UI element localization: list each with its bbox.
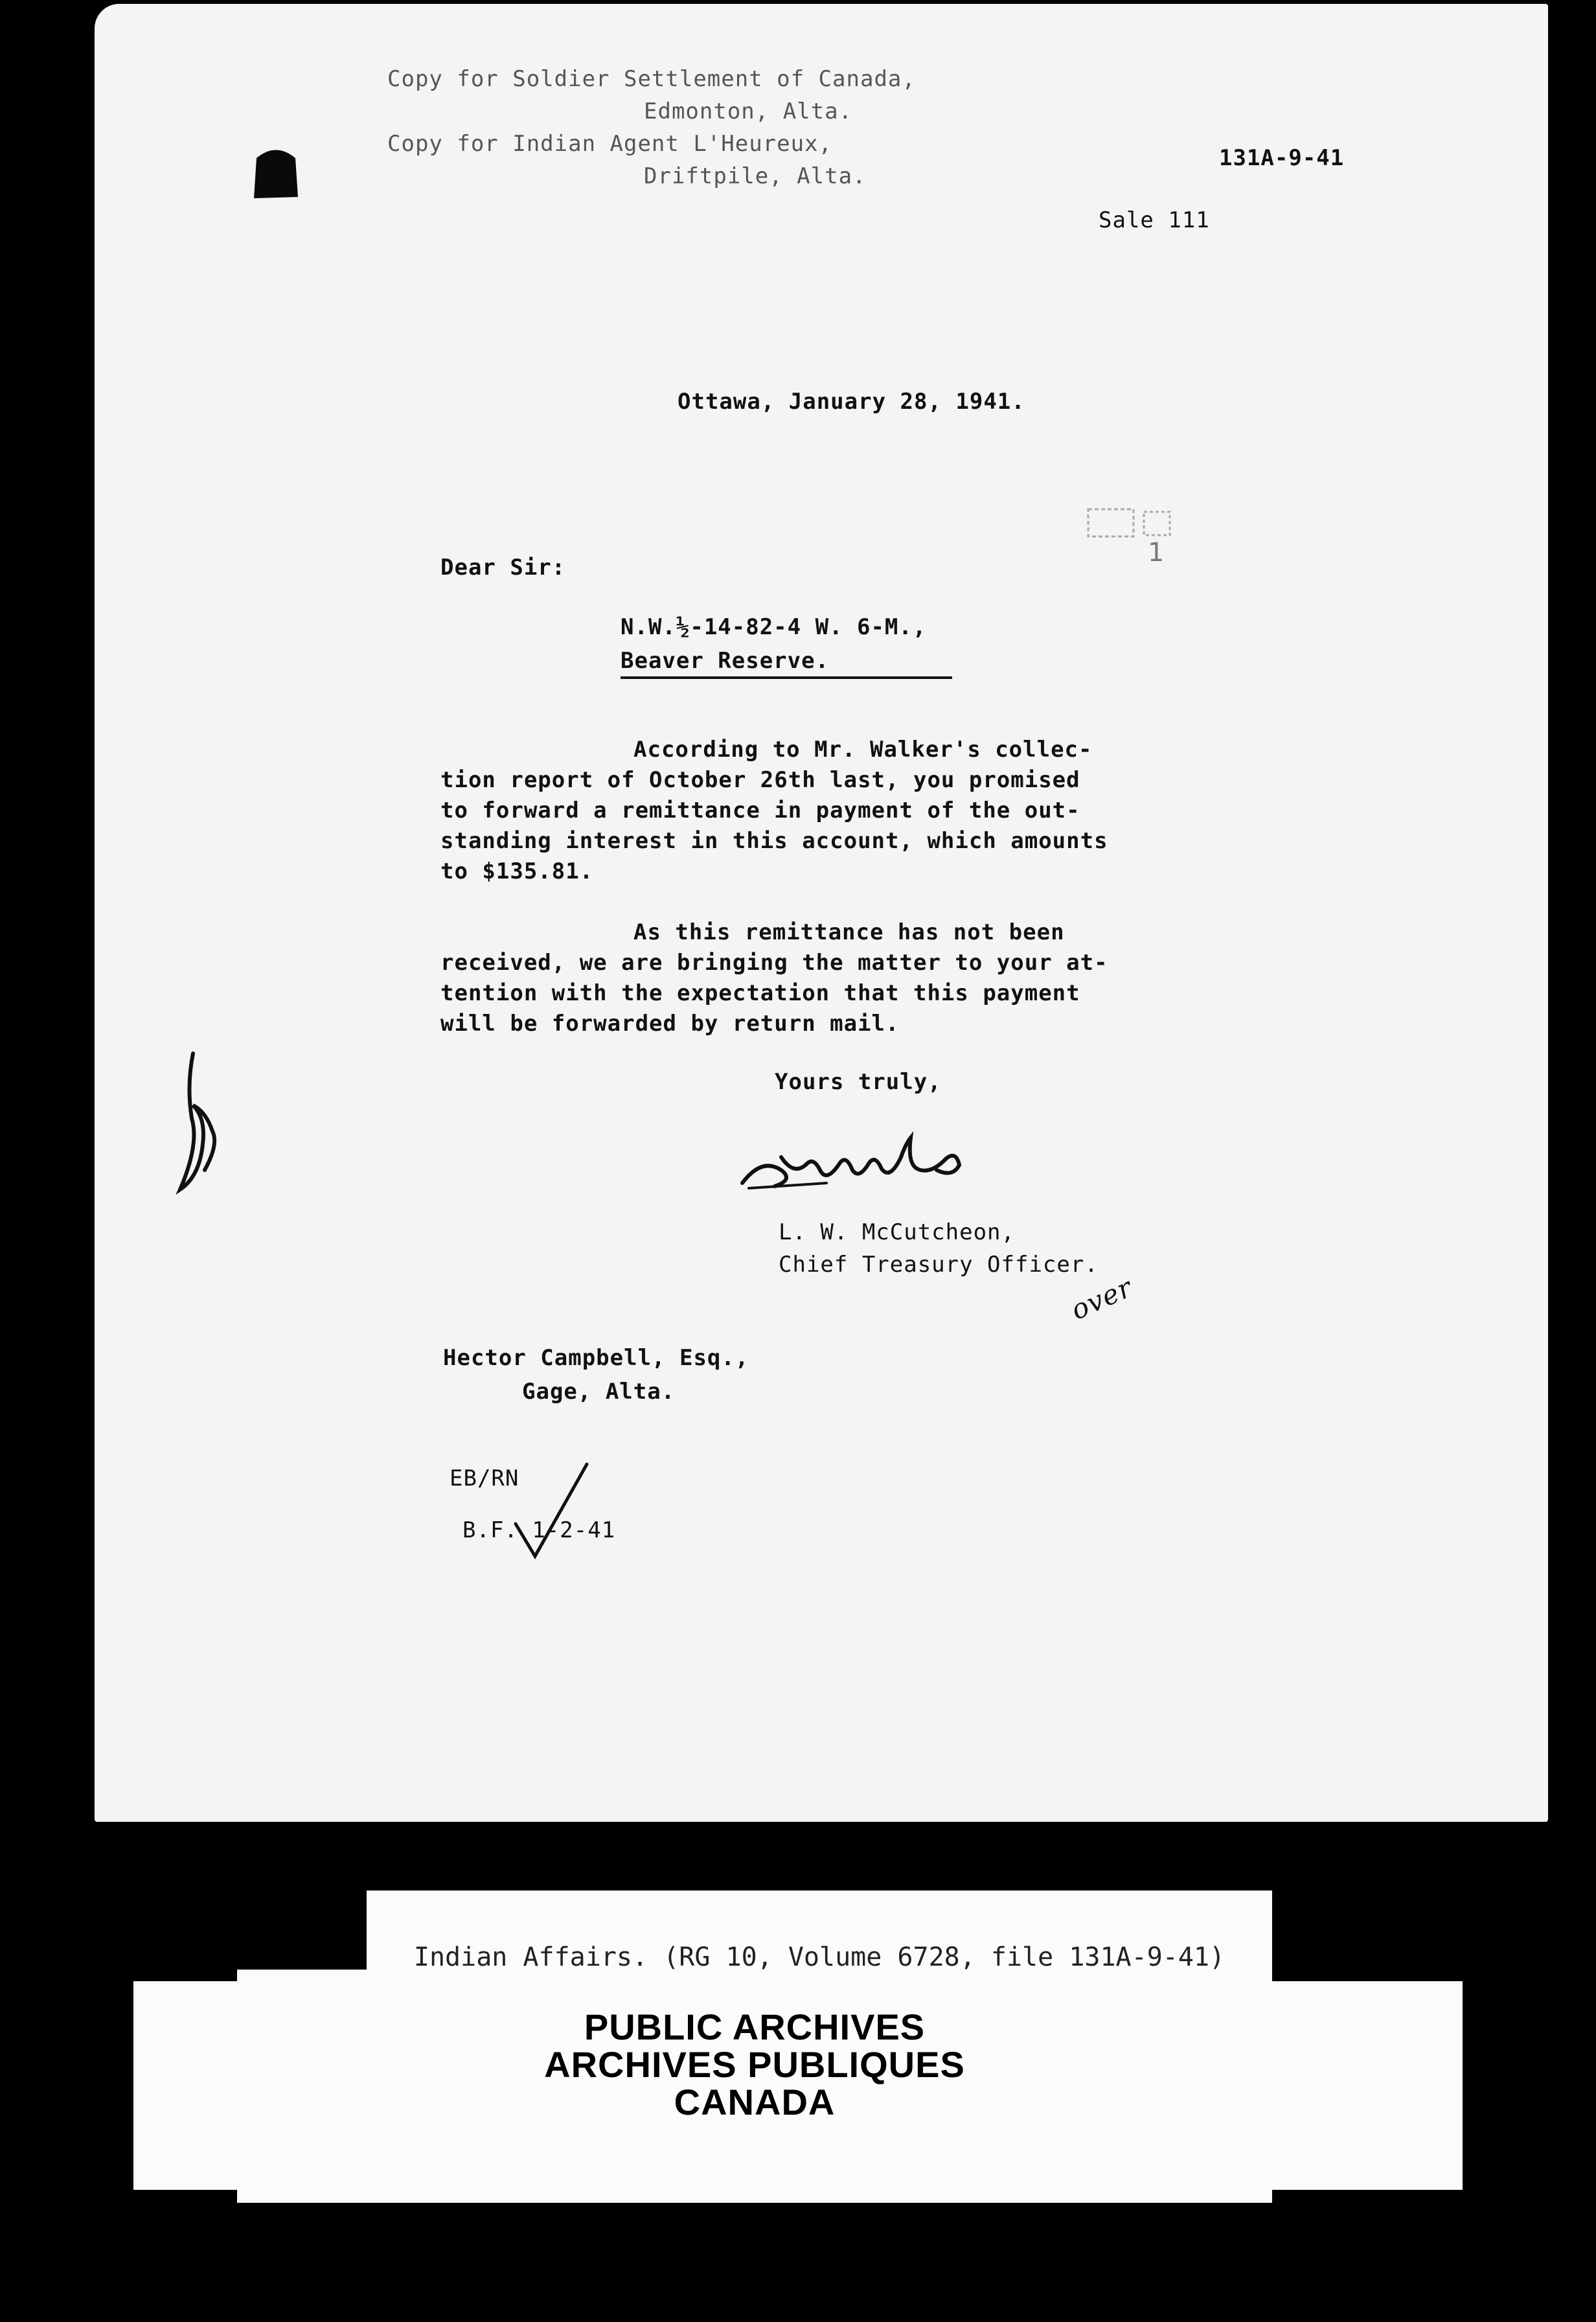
addressee-place: Gage, Alta. (522, 1379, 676, 1405)
letter-date: Ottawa, January 28, 1941. (678, 389, 1025, 415)
copy-line-1: Copy for Soldier Settlement of Canada, (387, 66, 916, 92)
paragraph-1-line-3: to forward a remittance in payment of the out- (440, 798, 1080, 823)
signer-title: Chief Treasury Officer. (779, 1252, 1099, 1278)
paragraph-2-line-3: tention with the expectation that this payment (440, 980, 1080, 1006)
sale-number: Sale 111 (1099, 207, 1210, 233)
copy-line-2: Edmonton, Alta. (644, 98, 853, 124)
paragraph-1-line-5: to $135.81. (440, 858, 594, 884)
letter-page (95, 4, 1548, 1822)
signer-name: L. W. McCutcheon, (779, 1219, 1015, 1245)
subject-line-1: N.W.½-14-82-4 W. 6-M., (621, 614, 927, 640)
archive-country: CANADA (674, 2082, 836, 2122)
archive-reference: Indian Affairs. (RG 10, Volume 6728, file 131A-9-41) (413, 1942, 1226, 1972)
paragraph-1-line-1: According to Mr. Walker's collec- (633, 737, 1093, 763)
paragraph-2-line-4: will be forwarded by return mail. (440, 1011, 900, 1037)
paragraph-2-line-1: As this remittance has not been (633, 919, 1065, 945)
subject-line-2: Beaver Reserve. (621, 648, 952, 679)
stamp-mark: 1 (1148, 538, 1165, 568)
paragraph-1-line-4: standing interest in this account, which amounts (440, 828, 1108, 854)
paragraph-1-line-2: tion report of October 26th last, you promised (440, 767, 1080, 793)
hole-punch-icon (250, 145, 302, 203)
received-stamp (1086, 505, 1209, 568)
archive-name-en: PUBLIC ARCHIVES (584, 2006, 926, 2047)
closing: Yours truly, (775, 1069, 942, 1095)
checkmark-stroke (509, 1459, 600, 1563)
addressee-name: Hector Campbell, Esq., (443, 1345, 749, 1371)
paragraph-2-line-2: received, we are bringing the matter to your at- (440, 950, 1108, 976)
salutation: Dear Sir: (440, 555, 566, 580)
archive-name-fr: ARCHIVES PUBLIQUES (544, 2044, 965, 2085)
copy-line-4: Driftpile, Alta. (644, 163, 867, 189)
bring-forward-note: B.F. 1-2-41 (462, 1517, 616, 1543)
typist-initials: EB/RN (450, 1466, 519, 1491)
copy-line-3: Copy for Indian Agent L'Heureux, (387, 131, 833, 157)
handwritten-signature (736, 1118, 1008, 1202)
margin-initials-handwriting (174, 1047, 225, 1202)
file-number: 131A-9-41 (1219, 145, 1345, 171)
over-note: over (1066, 1271, 1137, 1326)
